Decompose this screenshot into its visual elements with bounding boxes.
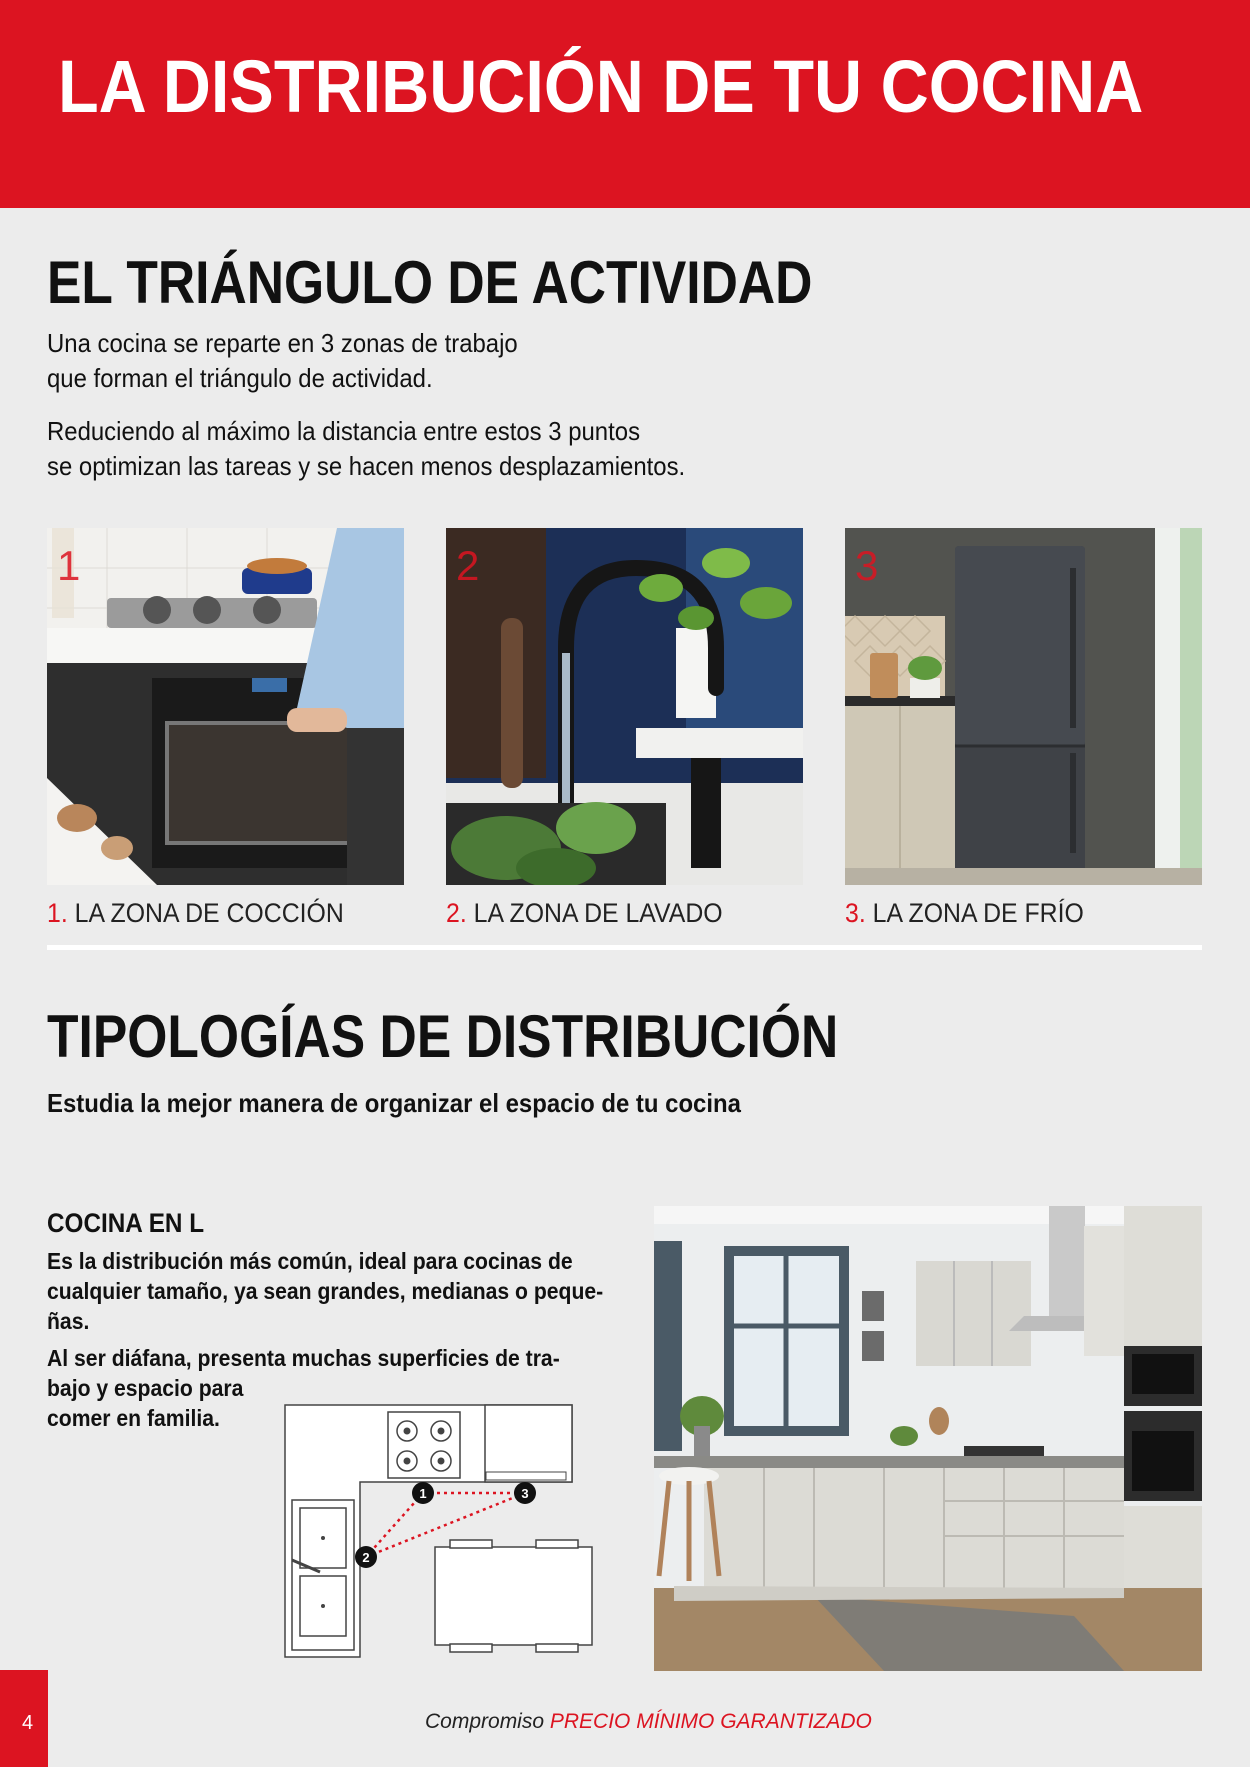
cocina-en-l-title: COCINA EN L: [47, 1208, 205, 1238]
l-kitchen-floorplan-diagram: [280, 1400, 600, 1660]
cocina-en-l-line-1: Es la distribución más común, ideal para cocinas de: [47, 1248, 573, 1274]
diagram-point-3: [514, 1482, 536, 1504]
section-divider: [47, 945, 1202, 950]
zone-1-caption-number: 1.: [47, 898, 68, 928]
zone-2-caption-text: LA ZONA DE LAVADO: [473, 898, 723, 928]
diagram-point-1: [412, 1482, 434, 1504]
page-title: LA DISTRIBUCIÓN DE TU COCINA: [58, 45, 1144, 128]
footer-tagline: [425, 1710, 872, 1734]
washing-zone-photo: [446, 528, 803, 885]
footer-prefix: Compromiso: [425, 1710, 545, 1733]
zone-1-caption-text: LA ZONA DE COCCIÓN: [74, 898, 344, 928]
diagram-point-2: [355, 1546, 377, 1568]
page-number: 4: [22, 1712, 34, 1734]
zone-1-caption: [47, 898, 344, 929]
cooking-zone-photo: [47, 528, 404, 885]
cocina-en-l-line-2: cualquier tamaño, ya sean grandes, medianas o peque-: [47, 1278, 604, 1304]
zone-3-caption: [845, 898, 1084, 929]
header-banner: [0, 0, 1250, 208]
zone-1-number: 1: [57, 542, 81, 589]
cold-zone-photo: [845, 528, 1202, 885]
zone-2-number: 2: [456, 542, 480, 589]
zone-2-caption: [446, 898, 723, 929]
footer-accent: PRECIO MÍNIMO GARANTIZADO: [549, 1710, 872, 1733]
cocina-en-l-line-4: Al ser diáfana, presenta muchas superficies de tra-: [47, 1345, 560, 1371]
diagram-point-2-label: 2: [362, 1550, 370, 1565]
intro-line-1: Una cocina se reparte en 3 zonas de trabajo: [47, 328, 518, 358]
cocina-en-l-line-6: comer en familia.: [47, 1405, 220, 1431]
intro-line-4: se optimizan las tareas y se hacen menos desplazamientos.: [47, 451, 686, 481]
diagram-point-3-label: 3: [521, 1486, 529, 1501]
l-kitchen-photo: [654, 1206, 1202, 1671]
intro-line-3: Reduciendo al máximo la distancia entre estos 3 puntos: [47, 416, 641, 446]
zone-3-caption-number: 3.: [845, 898, 866, 928]
zone-3-number: 3: [855, 542, 879, 589]
cocina-en-l-line-3: ñas.: [47, 1308, 90, 1334]
typology-section-title: TIPOLOGÍAS DE DISTRIBUCIÓN: [47, 1003, 839, 1070]
zone-2-caption-number: 2.: [446, 898, 467, 928]
cocina-en-l-line-5: bajo y espacio para: [47, 1375, 244, 1401]
zone-3-caption-text: LA ZONA DE FRÍO: [872, 898, 1084, 928]
typology-subtitle: Estudia la mejor manera de organizar el espacio de tu cocina: [47, 1088, 741, 1118]
triangle-section-title: EL TRIÁNGULO DE ACTIVIDAD: [47, 249, 813, 316]
intro-line-2: que forman el triángulo de actividad.: [47, 363, 433, 393]
diagram-point-1-label: 1: [419, 1486, 427, 1501]
